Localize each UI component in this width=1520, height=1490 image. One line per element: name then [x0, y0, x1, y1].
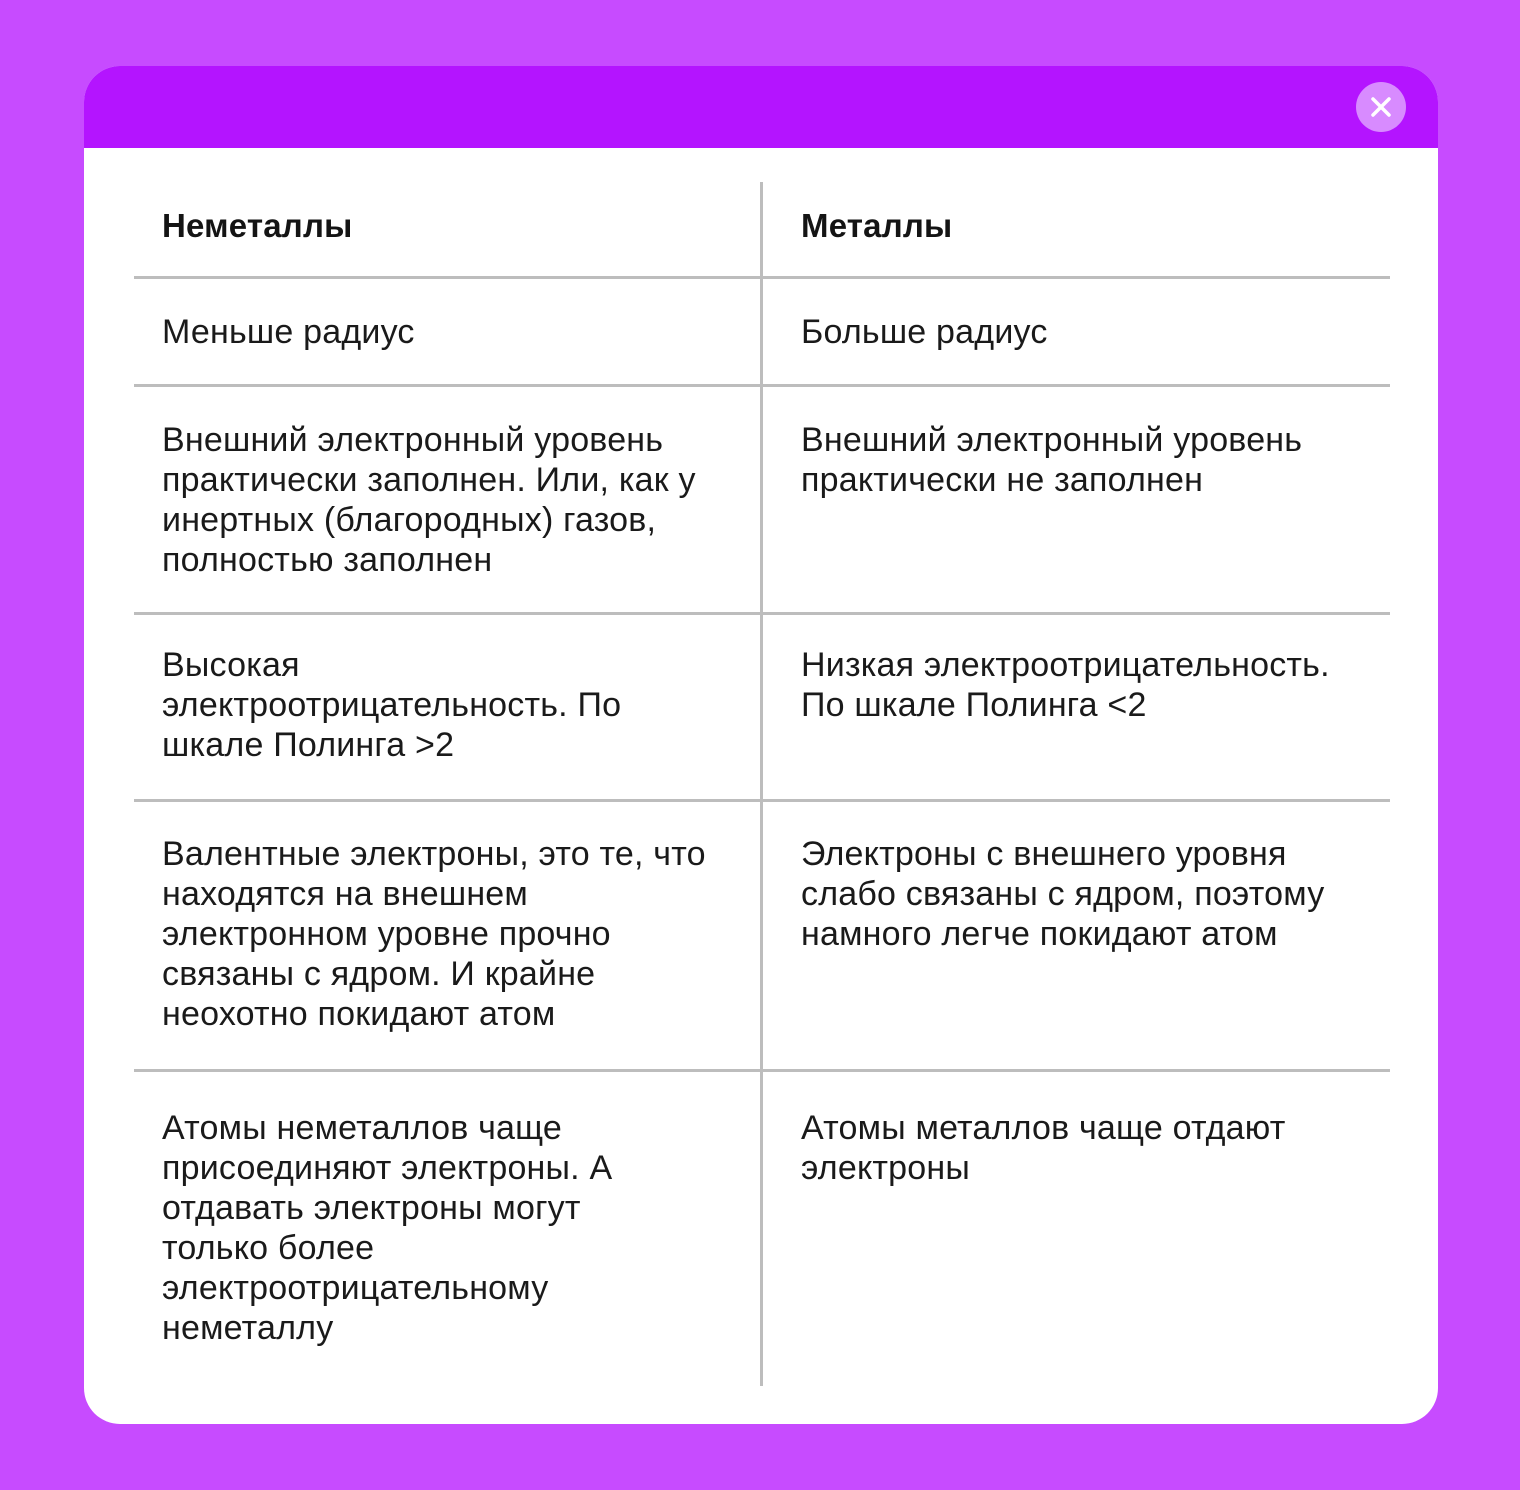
table-cell-nonmetals: Меньше радиус — [162, 313, 415, 351]
table-cell-nonmetals: Внешний электронный уровень практически заполнен. Или, как у инертных (благородных) газов, полностью заполнен — [162, 421, 696, 579]
column-divider — [760, 182, 763, 1386]
table-cell-metals: Электроны с внешнего уровня слабо связаны с ядром, поэтому намного легче покидают атом — [801, 835, 1325, 953]
table-cell-nonmetals: Валентные электроны, это те, что находятся на внешнем электронном уровне прочно связаны с ядром. И крайне неохотно покидают атом — [162, 835, 706, 1033]
comparison-table — [134, 182, 1390, 1386]
table-cell-metals: Больше радиус — [801, 313, 1048, 351]
column-header-metals: Металлы — [801, 207, 953, 244]
table-cell-nonmetals: Атомы неметаллов чаще присоединяют электроны. А отдавать электроны могут только более электроотрицательному неметаллу — [162, 1109, 613, 1347]
comparison-window — [84, 66, 1438, 1424]
close-icon — [1370, 96, 1392, 118]
table-cell-metals: Атомы металлов чаще отдают электроны — [801, 1109, 1286, 1187]
table-cell-metals: Внешний электронный уровень практически не заполнен — [801, 421, 1303, 499]
table-cell-nonmetals: Высокая электроотрицательность. По шкале Полинга >2 — [162, 646, 622, 764]
table-cell-metals: Низкая электроотрицательность. По шкале Полинга <2 — [801, 646, 1330, 724]
close-button[interactable] — [1356, 82, 1406, 132]
column-header-nonmetals: Неметаллы — [162, 207, 353, 244]
window-titlebar — [84, 66, 1438, 148]
